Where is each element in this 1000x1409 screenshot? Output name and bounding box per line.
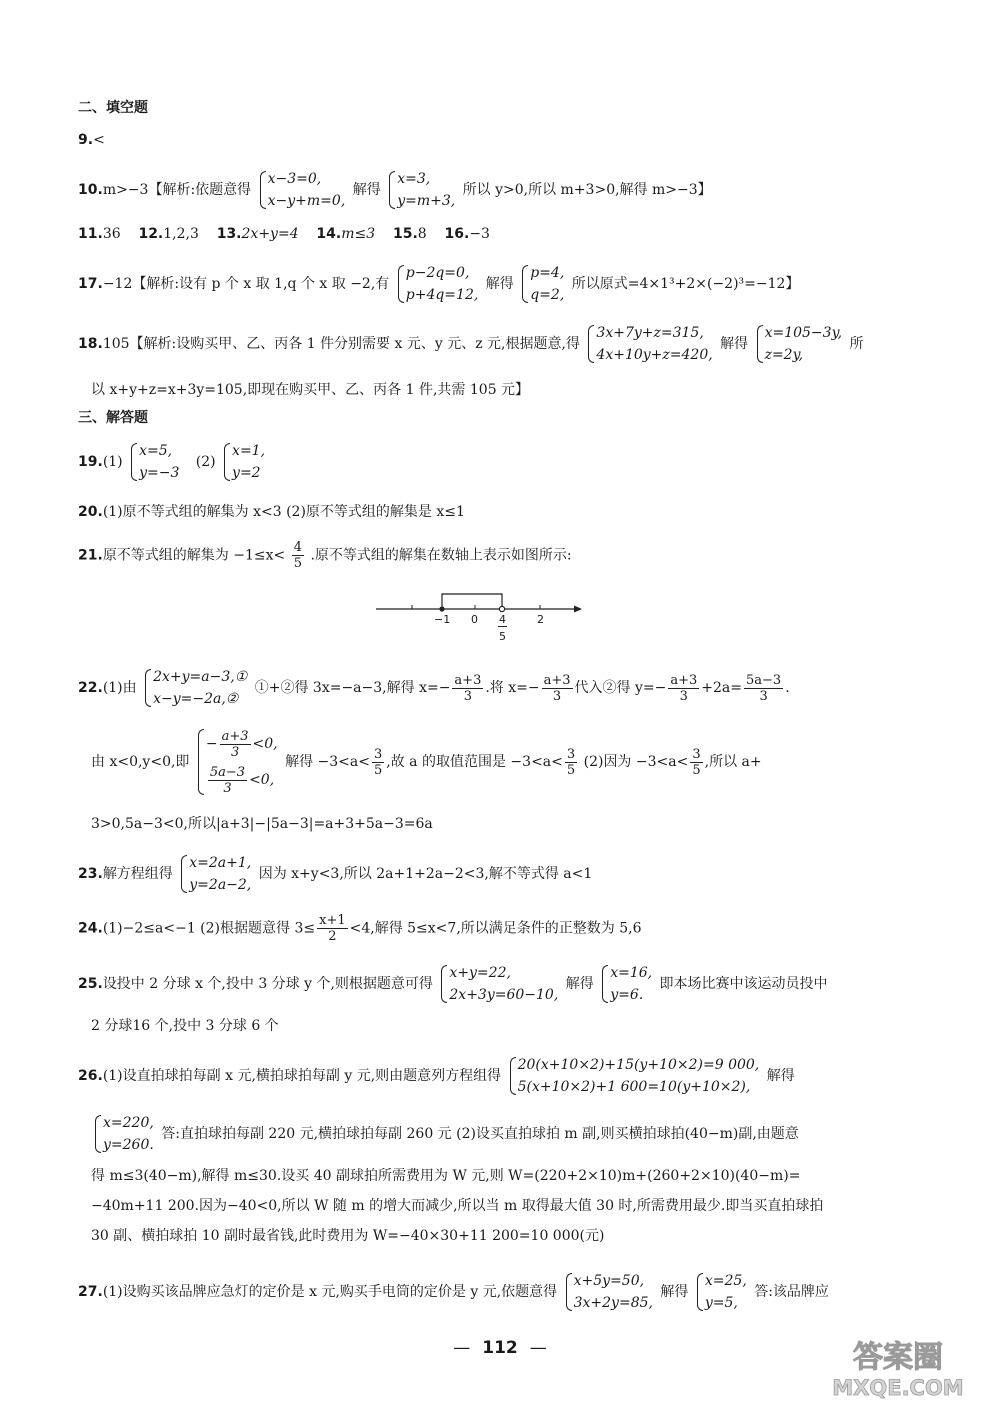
equation-system: x+5y=50, 3x+2y=85, [565, 1270, 653, 1314]
answer-25-continued: 2 分球16 个,投中 3 分球 6 个 [91, 1018, 279, 1034]
watermark-logo [806, 1333, 986, 1401]
page-number: — 112 — [453, 1338, 547, 1358]
tick-label: 2 [537, 613, 544, 626]
equation-system: x=3, y=m+3, [388, 168, 455, 212]
answer-27: 27.(1)设购买该品牌应急灯的定价是 x 元,购买手电筒的定价是 y 元,依题意得 x+5y=50, 3x+2y=85, 解得 x=25, y=5, 答:该品牌应 [78, 1270, 829, 1314]
fraction: $\frac{a+3}{3}$ [454, 672, 482, 704]
answer-18-continued: 以 x+y+z=x+3y=105,即现在购买甲、乙、丙各 1 件,共需 105 元】 [91, 382, 530, 398]
fraction: $\frac{a+3}{3}$ [543, 672, 571, 704]
equation-system: x+y=22, 2x+3y=60−10, [440, 962, 558, 1006]
answer-21: 21.原不等式组的解集为 −1≤x< $\frac{4}{5}$ .原不等式组的解集在数轴上表示如图所示: [78, 540, 572, 571]
fraction: $\frac{5a-3}{3}$ [746, 672, 782, 704]
answer-18: 18.105【解析:设购买甲、乙、丙各 1 件分别需要 x 元、y 元、z 元,根据题意,得 3x+7y+z=315, 4x+10y+z=420, 解得 x=105−3y, z=2y, 所 [78, 322, 864, 366]
svg-text:MXQE.COM: MXQE.COM [832, 1376, 964, 1400]
equation-system: 3x+7y+z=315, 4x+10y+z=420, [587, 322, 712, 366]
equation-system: x=220, y=260. [94, 1112, 154, 1156]
equation-system: p=4, q=2, [521, 262, 564, 306]
axis-arrow [574, 606, 582, 613]
section-title-fill: 二、填空题 [78, 100, 148, 116]
svg-text:答案圈: 答案圈 [853, 1340, 943, 1375]
answer-22-line3: 3>0,5a−3<0,所以|a+3|−|5a−3|=a+3+5a−3=6a [91, 816, 433, 832]
answer-26-line5: 30 副、横拍球拍 10 副时最省钱,此时费用为 W=−40×30+11 200=10 000(元) [91, 1228, 605, 1244]
answers-11-16: 11.36 12.1,2,3 13.2x+y=4 14.m≤3 15.8 16.−3 [78, 226, 490, 242]
answer-25: 25.设投中 2 分球 x 个,投中 3 分球 y 个,则根据题意可得 x+y=22, 2x+3y=60−10, 解得 x=16, y=6. 即本场比赛中该运动员投中 [78, 962, 828, 1006]
equation-system: 20(x+10×2)+15(y+10×2)=9 000, 5(x+10×2)+1 600=10(y+10×2), [509, 1054, 760, 1098]
answer-19: 19.(1) x=5, y=−3 (2) x=1, y=2 [78, 440, 268, 484]
closed-endpoint [439, 606, 444, 611]
open-endpoint [499, 606, 504, 611]
equation-system: 2x+y=a−3,① x−y=−2a,② [144, 666, 247, 710]
answer-24: 24.(1)−2≤a<−1 (2)根据题意得 3≤ $\frac{x+1}{2}$ <4,解得 5≤x<7,所以满足条件的正整数为 5,6 [78, 913, 642, 944]
fraction: $\frac{x+1}{2}$ [319, 913, 346, 944]
fraction: $\frac{a+3}{3}$ [670, 672, 698, 704]
equation-system: x=16, y=6. [601, 962, 652, 1006]
answer-9: 9.< [78, 132, 105, 148]
tick-label: −1 [434, 613, 451, 626]
answer-22: 22.(1)由 2x+y=a−3,① x−y=−2a,② ①+②得 3x=−a−3,解得 x=− $\frac{a+3}{3}$ .将 x=− $\frac{a+3}{3}$ 代入②得 y=− $\frac{a+3}{3}$ +2a= $\frac{5a-3}{3}$ . [78, 666, 790, 710]
number-line-diagram [372, 592, 587, 650]
equation-system: x=25, y=5, [696, 1270, 747, 1314]
fraction: $\frac{4}{5}$ [293, 540, 302, 571]
solution-interval [442, 594, 502, 609]
fraction: $\frac{3}{5}$ [566, 746, 576, 778]
inequality-system: − $\frac{a+3}{3}$ <0, $\frac{5a-3}{3}$ <0, [197, 726, 278, 798]
tick-label: 0 [471, 613, 478, 626]
answer-20: 20.(1)原不等式组的解集为 x<3 (2)原不等式组的解集是 x≤1 [78, 504, 465, 520]
answer-26-line3: 得 m≤3(40−m),解得 m≤30.设买 40 副球拍所需费用为 W 元,则 W=(220+2×10)m+(260+2×10)(40−m)= [91, 1168, 801, 1184]
tick-label: 4 [499, 613, 506, 626]
section-title-answer: 三、解答题 [78, 410, 148, 426]
equation-system: x=2a+1, y=2a−2, [180, 852, 251, 896]
answer-26-line2: x=220, y=260. 答:直拍球拍每副 220 元,横拍球拍每副 260 元 (2)设买直拍球拍 m 副,则买横拍球拍(40−m)副,由题意 [91, 1112, 799, 1156]
answer-26: 26.(1)设直拍球拍每副 x 元,横拍球拍每副 y 元,则由题意列方程组得 20(x+10×2)+15(y+10×2)=9 000, 5(x+10×2)+1 600=10(y+10×2), 解得 [78, 1054, 795, 1098]
answer-23: 23.解方程组得 x=2a+1, y=2a−2, 因为 x+y<3,所以 2a+1+2a−2<3,解不等式得 a<1 [78, 852, 592, 896]
equation-system: x=5, y=−3 [130, 440, 179, 484]
answer-26-line4: −40m+11 200.因为−40<0,所以 W 随 m 的增大而减少,所以当 m 取得最大值 30 时,所需费用最少.即当买直拍球拍 [91, 1198, 824, 1214]
answer-10: 10.m>−3【解析:依题意得 x−3=0, x−y+m=0, 解得 x=3, y=m+3, 所以 y>0,所以 m+3>0,解得 m>−3】 [78, 168, 712, 212]
fraction: $\frac{3}{5}$ [374, 746, 383, 778]
fraction: $\frac{3}{5}$ [692, 746, 701, 778]
answer-17: 17.−12【解析:设有 p 个 x 取 1,q 个 x 取 −2,有 p−2q=0, p+4q=12, 解得 p=4, q=2, 所以原式=4×1³+2×(−2)³=−12】 [78, 262, 799, 306]
equation-system: p−2q=0, p+4q=12, [397, 262, 479, 306]
equation-system: x=1, y=2 [223, 440, 265, 484]
answer-22-line2: 由 x<0,y<0,即 − $\frac{a+3}{3}$ <0, $\frac{5a-3}{3}$ <0, 解得 −3<a< $\frac{3}{5}$ ,故 a 的取值范围是 −3<a< $\frac{3}{5}$ (2)因为 −3<a< $\frac{3}{5}$ ,所以 a+ [91, 726, 762, 798]
tick-label: 5 [499, 630, 506, 643]
equation-system: x=105−3y, z=2y, [756, 322, 843, 366]
equation-system: x−3=0, x−y+m=0, [259, 168, 346, 212]
